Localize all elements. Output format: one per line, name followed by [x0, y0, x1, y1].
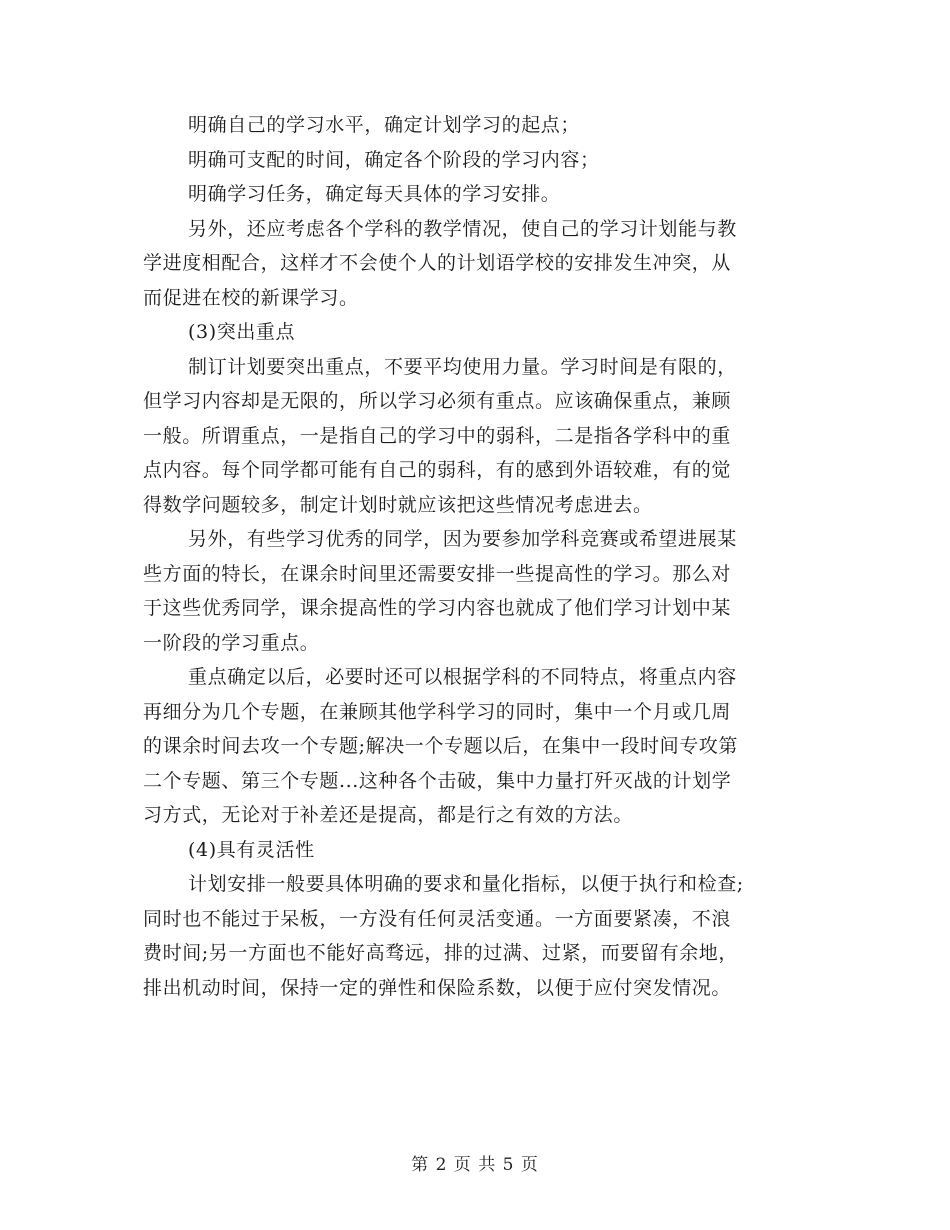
text-line: 但学习内容却是无限的，所以学习必须有重点。应该确保重点，兼顾	[143, 390, 732, 412]
text-line: 的课余时间去攻一个专题;解决一个专题以后，在集中一段时间专攻第	[143, 735, 739, 757]
page-number-footer: 第 2 页 共 5 页	[411, 1155, 539, 1175]
paragraph-first-line: 制订计划要突出重点，不要平均使用力量。学习时间是有限的，	[188, 355, 737, 378]
text-line: 同时也不能过于呆板，一方没有任何灵活变通。一方面要紧凑，不浪	[143, 907, 732, 930]
paragraph-first-line: 另外，有些学习优秀的同学，因为要参加学科竞赛或希望进展某	[188, 528, 737, 550]
text-line: 于这些优秀同学，课余提高性的学习内容也就成了他们学习计划中某	[143, 597, 732, 619]
text-line: 明确自己的学习水平，确定计划学习的起点；	[188, 114, 581, 136]
text-line: 点内容。每个同学都可能有自己的弱科，有的感到外语较难，有的觉	[143, 459, 732, 481]
text-line: 明确学习任务，确定每天具体的学习安排。	[188, 183, 561, 205]
text-line: 些方面的特长，在课余时间里还需要安排一些提高性的学习。那么对	[143, 562, 732, 585]
document-body	[143, 108, 808, 1005]
text-line: 明确可支配的时间，确定各个阶段的学习内容；	[188, 148, 600, 171]
text-line: 学进度相配合，这样才不会使个人的计划语学校的安排发生冲突，从	[143, 252, 732, 274]
text-line: 而促进在校的新课学习。	[143, 286, 359, 309]
text-line: 习方式，无论对于补差还是提高，都是行之有效的方法。	[143, 804, 634, 826]
text-line: 二个专题、第三个专题...这种各个击破，集中力量打歼灭战的计划学	[143, 769, 732, 792]
section-heading-3: (3)突出重点	[188, 321, 296, 343]
text-line: 一般。所谓重点，一是指自己的学习中的弱科，二是指各学科中的重	[143, 424, 732, 447]
text-line: 再细分为几个专题，在兼顾其他学科学习的同时，集中一个月或几周	[143, 700, 732, 723]
text-line: 一阶段的学习重点。	[143, 631, 320, 654]
paragraph-first-line: 重点确定以后，必要时还可以根据学科的不同特点，将重点内容	[188, 666, 737, 688]
section-heading-4: (4)具有灵活性	[188, 838, 315, 861]
paragraph-first-line: 另外，还应考虑各个学科的教学情况，使自己的学习计划能与教	[188, 217, 737, 240]
text-line: 得数学问题较多，制定计划时就应该把这些情况考虑进去。	[143, 493, 653, 516]
text-line: 排出机动时间，保持一定的弹性和保险系数，以便于应付突发情况。	[143, 976, 732, 999]
text-line: 费时间;另一方面也不能好高骛远，排的过满、过紧，而要留有余地，	[143, 942, 739, 964]
paragraph-first-line: 计划安排一般要具体明确的要求和量化指标，以便于执行和检查;	[188, 873, 744, 895]
